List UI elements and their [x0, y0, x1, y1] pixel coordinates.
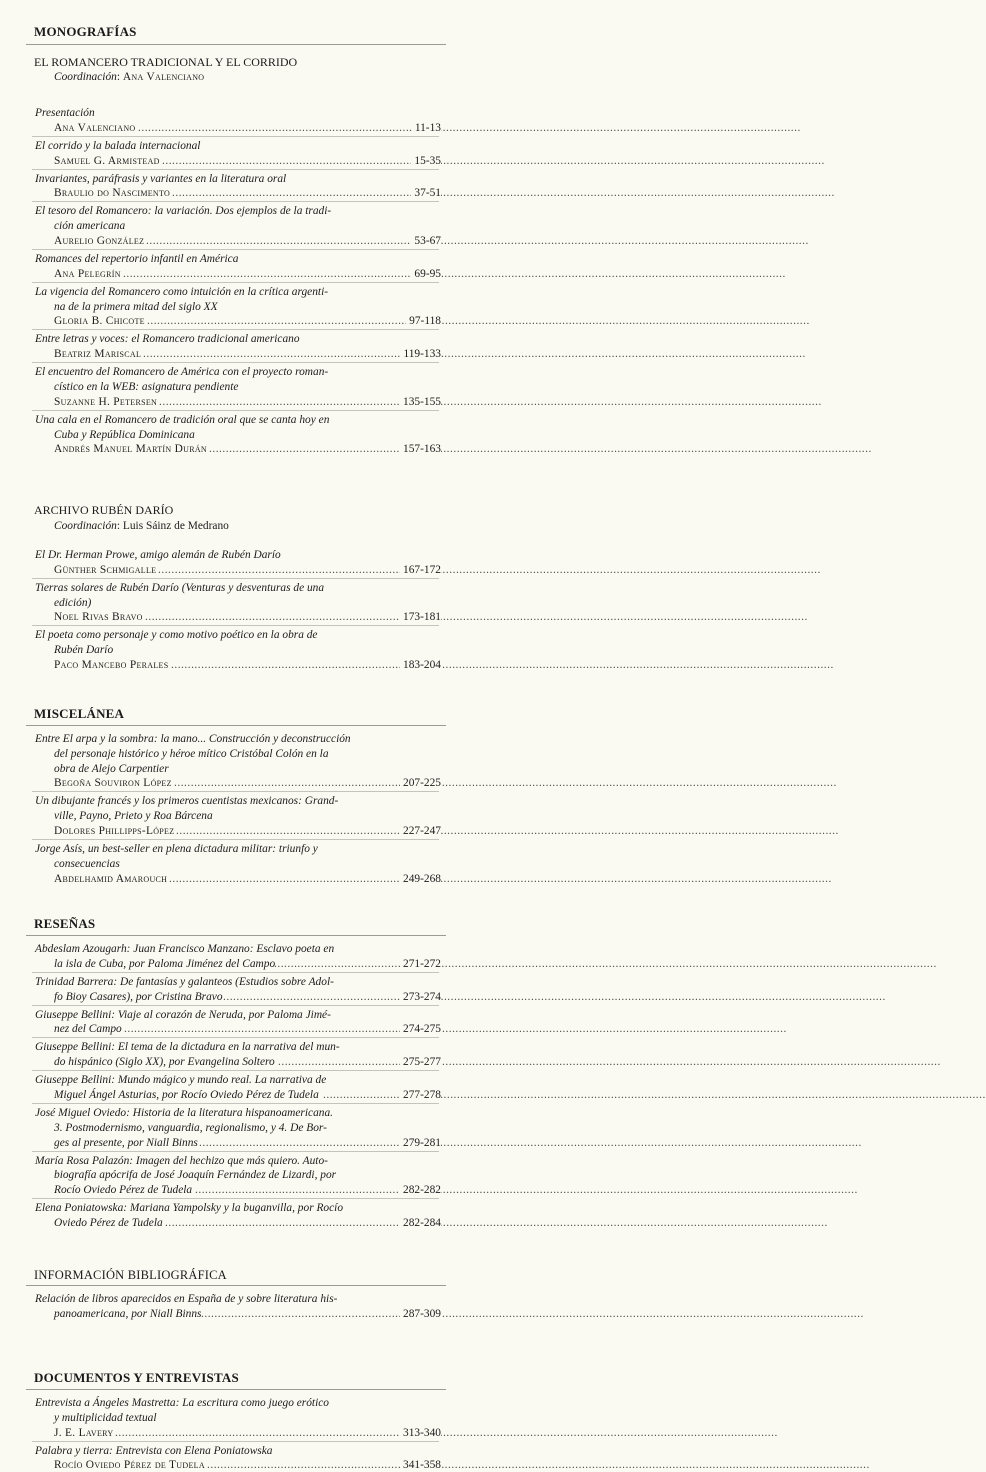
dot-leader: [174, 776, 398, 790]
entry-pages: 37-51: [411, 186, 441, 200]
entry-credit-row: [54, 1426, 441, 1440]
dot-leader: [201, 1307, 398, 1321]
review-title-line: José Miguel Oviedo: Historia de la literatura hispanoamericana.: [35, 1107, 334, 1119]
entry-author: Suzanne H. Petersen: [54, 395, 158, 408]
entry-pages: 282-282: [400, 1183, 441, 1197]
entry-pages: 249-268: [400, 872, 441, 886]
entry-separator: [32, 362, 439, 363]
section-rule: [26, 725, 446, 726]
section-rule: [26, 1285, 446, 1286]
entry-separator: [32, 1005, 439, 1006]
entry-separator: [32, 329, 439, 330]
entry-separator: [32, 169, 439, 170]
entry-separator: [32, 1198, 439, 1199]
entry-separator: [32, 1103, 439, 1104]
entry-title-line: cístico en la WEB: asignatura pendiente: [54, 381, 239, 393]
entry-title-line: Una cala en el Romancero de tradición oral que se canta hoy en: [35, 413, 330, 426]
entry-author: Günther Schmigalle: [54, 563, 157, 576]
coordination-line: Coordinación: Ana Valenciano: [54, 71, 205, 83]
entry-author: Beatriz Mariscal: [54, 348, 142, 361]
dot-leader: [171, 658, 398, 672]
entry-credit-row: [54, 1022, 441, 1036]
entry-author: Ana Pelegrín: [54, 267, 121, 280]
entry-pages: 341-358: [400, 1458, 441, 1472]
entry-pages: 11-13: [412, 121, 441, 135]
subsection-title-dario: ARCHIVO RUBÉN DARÍO: [34, 503, 174, 517]
entry-pages: 173-181: [400, 610, 441, 624]
entry-credit-row: [54, 563, 441, 577]
entry-credit-row: [54, 824, 441, 838]
entry-author: Begoña Souviron López: [54, 777, 172, 790]
entry-title-line: Rubén Darío: [54, 644, 114, 657]
entry-author: Noel Rivas Bravo: [54, 611, 143, 624]
entry-pages: 97-118: [406, 314, 441, 328]
dot-leader: [158, 563, 398, 577]
entry-credit-row: [54, 186, 441, 200]
section-heading-documentos: DOCUMENTOS Y ENTREVISTAS: [34, 1370, 239, 1385]
entry-pages: 287-309: [400, 1307, 441, 1321]
review-title-line: Elena Poniatowska: Mariana Yampolsky y la buganvilla, por Rocío: [35, 1202, 344, 1215]
entry-title-line: El corrido y la balada internacional: [35, 139, 201, 152]
entry-pages: 207-225: [400, 776, 441, 790]
entry-title-line: Un dibujante francés y los primeros cuentistas mexicanos: Grand-: [35, 795, 339, 808]
entry-pages: 167-172: [400, 563, 441, 577]
dot-leader: [165, 1216, 398, 1230]
entry-author: Gloria B. Chicote: [54, 315, 145, 328]
subsection-title-romancero: EL ROMANCERO TRADICIONAL Y EL CORRIDO: [34, 55, 298, 69]
entry-title-line: Tierras solares de Rubén Darío (Venturas y desventuras de una: [35, 581, 325, 594]
entry-title-line: ción americana: [54, 220, 126, 233]
entry-author: Samuel G. Armistead: [54, 154, 160, 167]
entry-credit-row: [54, 121, 441, 135]
entry-pages: 277-278: [400, 1088, 441, 1102]
entry-title-line: Entrevista a Ángeles Mastretta: La escritura como juego erótico: [35, 1397, 329, 1409]
entry-separator: [32, 249, 439, 250]
entry-credit-row: [54, 347, 441, 361]
entry-title-line: Jorge Asís, un best-seller en plena dictadura militar: triunfo y: [35, 843, 318, 855]
entry-credit: nez del Campo: [54, 1023, 122, 1036]
entry-credit-row: [54, 267, 441, 281]
entry-credit: fo Bioy Casares), por Cristina Bravo: [54, 990, 223, 1003]
entry-credit-row: [54, 658, 441, 672]
dot-leader: [176, 824, 398, 838]
section-rule: [26, 1389, 446, 1390]
dot-leader: [162, 154, 409, 168]
entry-title-line: y multiplicidad textual: [54, 1411, 157, 1424]
entry-title-line: ville, Payno, Prieto y Roa Bárcena: [54, 810, 213, 823]
entry-title-line: na de la primera mitad del siglo XX: [54, 300, 218, 313]
entry-author: Dolores Phillipps-López: [54, 825, 175, 837]
dot-leader: [172, 186, 409, 200]
entry-pages: 135-155: [400, 395, 441, 409]
entry-author: Andrés Manuel Martín Durán: [54, 443, 208, 456]
review-title-line: biografía apócrifa de José Joaquín Fernández de Lizardi, por: [54, 1169, 337, 1182]
entry-title-line: Entre El arpa y la sombra: la mano... Construcción y deconstrucción: [35, 733, 351, 745]
dot-leader: [115, 1426, 398, 1440]
entry-separator: [32, 625, 439, 626]
entry-title-line: obra de Alejo Carpentier: [54, 762, 169, 775]
section-heading-miscelanea: MISCELÁNEA: [34, 706, 125, 721]
entry-credit-row: [54, 1458, 441, 1472]
entry-title-line: El tesoro del Romancero: la variación. Dos ejemplos de la tradi-: [35, 205, 332, 218]
entry-pages: 119-133: [400, 347, 441, 361]
entry-separator: [32, 578, 439, 579]
entry-separator: [32, 1151, 439, 1152]
entry-credit-row: [54, 1136, 441, 1150]
coordination-line: Coordinación: Luis Sáinz de Medrano: [54, 520, 229, 532]
entry-title-line: Romances del repertorio infantil en América: [35, 253, 239, 265]
entry-title-line: El poeta como personaje y como motivo poético en la obra de: [35, 629, 318, 642]
entry-credit-row: [54, 990, 441, 1004]
entry-title-line: Invariantes, paráfrasis y variantes en la literatura oral: [35, 172, 287, 185]
entry-separator: [32, 410, 439, 411]
entry-credit-row: [54, 1307, 441, 1321]
entry-title-line: Palabra y tierra: Entrevista con Elena Poniatowska: [35, 1444, 273, 1457]
entry-separator: [32, 839, 439, 840]
entry-credit: panoamericana, por Niall Binns: [54, 1307, 202, 1320]
entry-title-line: consecuencias: [54, 857, 120, 870]
entry-pages: 282-284: [400, 1216, 441, 1230]
entry-separator: [32, 136, 439, 137]
entry-credit-row: [54, 154, 441, 168]
entry-pages: 273-274: [400, 990, 441, 1004]
info-title-line: Relación de libros aparecidos en España de y sobre literatura his-: [35, 1293, 338, 1305]
entry-credit: Oviedo Pérez de Tudela: [54, 1217, 163, 1229]
entry-author: Ana Valenciano: [54, 121, 136, 134]
section-rule: [26, 44, 446, 45]
entry-credit: ges al presente, por Niall Binns: [54, 1136, 198, 1149]
entry-separator: [32, 201, 439, 202]
entry-title-line: El Dr. Herman Prowe, amigo alemán de Rubén Darío: [35, 549, 281, 561]
dot-leader: [195, 1183, 398, 1197]
entry-title-line: Cuba y República Dominicana: [54, 428, 195, 441]
section-heading-informacion: INFORMACIÓN BIBLIOGRÁFICA: [34, 1268, 227, 1282]
entry-author: Braulio do Nascimento: [54, 187, 171, 200]
dot-leader: [169, 872, 398, 886]
entry-separator: [32, 1037, 439, 1038]
entry-credit: la isla de Cuba, por Paloma Jiménez del Campo: [54, 957, 276, 970]
dot-leader: [143, 347, 398, 361]
entry-author: Rocío Oviedo Pérez de Tudela: [54, 1459, 205, 1472]
entry-title-line: Presentación: [35, 107, 95, 119]
review-title-line: Giuseppe Bellini: El tema de la dictadura en la narrativa del mun-: [35, 1041, 340, 1054]
dot-leader: [159, 395, 398, 409]
section-rule: [26, 935, 446, 936]
entry-credit-row: [54, 872, 441, 886]
entry-pages: 271-272: [400, 957, 441, 971]
entry-credit-row: [54, 314, 441, 328]
dot-leader: [146, 234, 409, 248]
entry-pages: 275-277: [400, 1055, 441, 1069]
entry-author: J. E. Lavery: [54, 1426, 114, 1439]
entry-title-line: El encuentro del Romancero de América con el proyecto roman-: [35, 366, 329, 379]
entry-pages: 227-247: [400, 824, 441, 838]
entry-pages: 274-275: [400, 1022, 441, 1036]
section-heading-resenas: RESEÑAS: [34, 916, 96, 931]
entry-author: Paco Mancebo Perales: [54, 659, 169, 671]
entry-pages: 313-340: [400, 1426, 441, 1440]
entry-pages: 53-67: [411, 234, 441, 248]
entry-title-line: del personaje histórico y héroe mítico Cristóbal Colón en la: [54, 747, 329, 760]
dot-leader: [138, 121, 410, 135]
entry-author: Abdelhamid Amarouch: [54, 872, 168, 885]
dot-leader: [223, 990, 398, 1004]
entry-credit-row: [54, 610, 441, 624]
table-of-contents-page: [0, 0, 471, 1472]
review-title-line: Trinidad Barrera: De fantasías y galanteos (Estudios sobre Adol-: [35, 975, 334, 988]
review-title-line: Abdeslam Azougarh: Juan Francisco Manzano: Esclavo poeta en: [35, 943, 335, 955]
dot-leader: [199, 1136, 398, 1150]
entry-credit-row: [54, 1088, 441, 1102]
entry-credit-row: [54, 776, 441, 790]
entry-pages: 15-35: [411, 154, 441, 168]
entry-credit: Miguel Ángel Asturias, por Rocío Oviedo Pérez de Tudela: [54, 1089, 319, 1101]
entry-pages: 183-204: [400, 658, 441, 672]
entry-title-line: Entre letras y voces: el Romancero tradicional americano: [35, 333, 300, 346]
dot-leader: [323, 1088, 398, 1102]
entry-pages: 157-163: [400, 442, 441, 456]
review-title-line: María Rosa Palazón: Imagen del hechizo que más quiero. Auto-: [35, 1154, 328, 1167]
review-title-line: 3. Postmodernismo, vanguardia, regionalismo, y 4. De Bor-: [54, 1121, 327, 1134]
section-heading-monografias: MONOGRAFÍAS: [34, 24, 137, 39]
dot-leader: [123, 267, 409, 281]
entry-credit-row: [54, 395, 441, 409]
dot-leader: [147, 314, 404, 328]
entry-title-line: La vigencia del Romancero como intuición en la crítica argenti-: [35, 285, 329, 298]
review-title-line: Giuseppe Bellini: Viaje al corazón de Neruda, por Paloma Jimé-: [35, 1008, 331, 1021]
dot-leader: [278, 1055, 398, 1069]
dot-leader: [274, 957, 398, 971]
entry-pages: 279-281: [400, 1136, 441, 1150]
entry-separator: [32, 1441, 439, 1442]
dot-leader: [207, 1458, 398, 1472]
entry-pages: 69-95: [411, 267, 441, 281]
entry-separator: [32, 972, 439, 973]
entry-credit: do hispánico (Siglo XX), por Evangelina Soltero: [54, 1056, 275, 1069]
entry-credit-row: [54, 234, 441, 248]
dot-leader: [124, 1022, 398, 1036]
dot-leader: [145, 610, 398, 624]
entry-separator: [32, 791, 439, 792]
entry-credit-row: [54, 442, 441, 456]
entry-separator: [32, 282, 439, 283]
entry-credit: Rocío Oviedo Pérez de Tudela: [54, 1184, 193, 1197]
dot-leader: [209, 442, 398, 456]
entry-credit-row: [54, 1183, 441, 1197]
entry-title-line: edición): [54, 596, 92, 609]
entry-credit-row: [54, 1216, 441, 1230]
entry-credit-row: [54, 1055, 441, 1069]
entry-author: Aurelio González: [54, 235, 145, 247]
entry-separator: [32, 1070, 439, 1071]
review-title-line: Giuseppe Bellini: Mundo mágico y mundo real. La narrativa de: [35, 1074, 327, 1087]
entry-credit-row: [54, 957, 441, 971]
